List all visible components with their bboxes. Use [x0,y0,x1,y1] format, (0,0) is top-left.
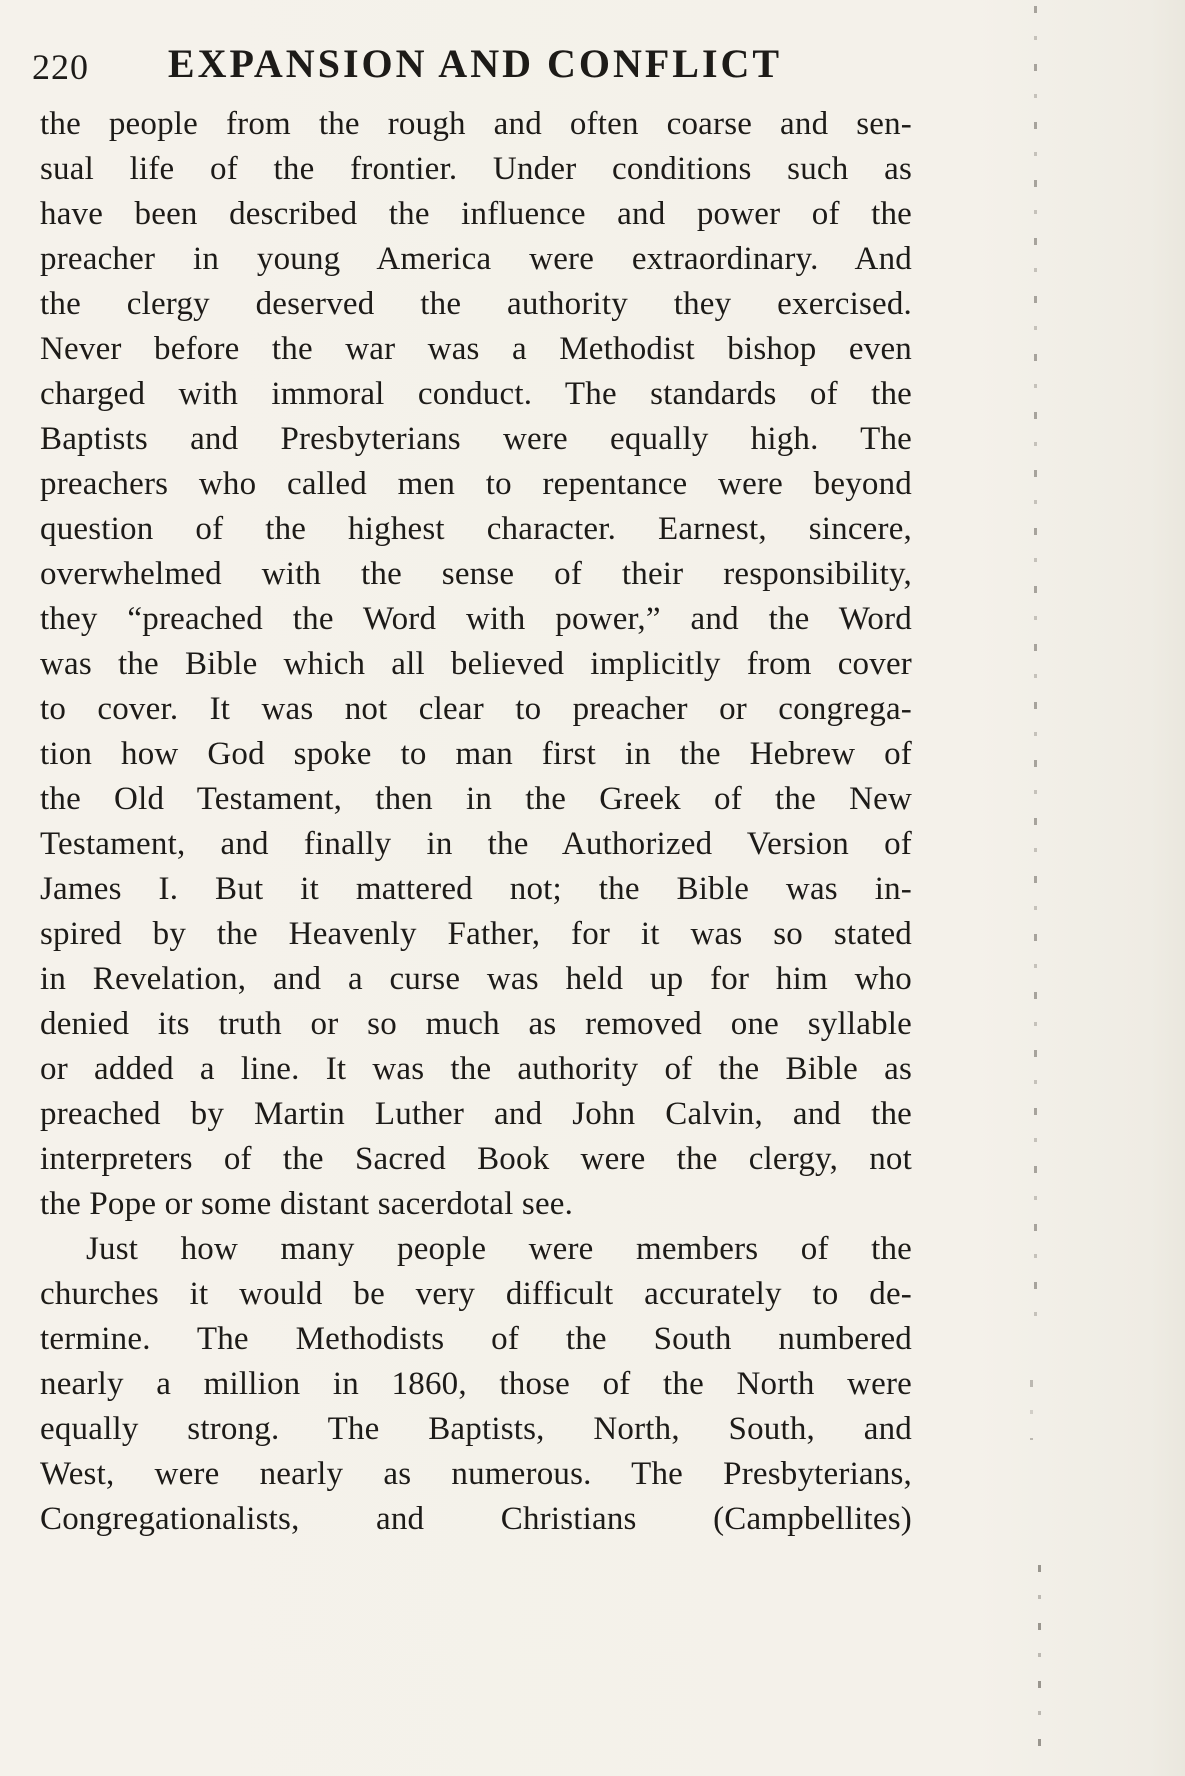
text-line: or added a line. It was the authority of the Bible as [40,1051,912,1087]
text-line: Testament, and finally in the Authorized Version of [40,826,912,862]
text-line: the Old Testament, then in the Greek of the New [40,781,912,817]
page-body [40,102,912,1542]
text-line: denied its truth or so much as removed one syllable [40,1006,912,1042]
text-line: Just how many people were members of the [86,1231,912,1267]
text-line: Never before the war was a Methodist bishop even [40,331,912,367]
text-line: spired by the Heavenly Father, for it was so stated [40,916,912,952]
text-line: the clergy deserved the authority they exercised. [40,286,912,322]
text-line: have been described the influence and power of the [40,196,912,232]
text-line: they “preached the Word with power,” and the Word [40,601,912,637]
text-line: nearly a million in 1860, those of the North were [40,1366,912,1402]
paragraph [40,102,912,1227]
text-line: termine. The Methodists of the South numbered [40,1321,912,1357]
scan-artifact-mid-right [1030,1380,1033,1440]
page-number: 220 [32,47,89,87]
text-line: interpreters of the Sacred Book were the clergy, not [40,1141,912,1177]
running-title: EXPANSION AND CONFLICT [167,41,783,86]
scan-artifact-right-edge [1034,6,1037,1316]
text-line: preachers who called men to repentance were beyond [40,466,912,502]
text-line: the Pope or some distant sacerdotal see. [40,1186,574,1222]
text-line: overwhelmed with the sense of their responsibility, [40,556,912,592]
text-line: James I. But it mattered not; the Bible was in- [40,871,912,907]
text-line: churches it would be very difficult accurately to de- [40,1276,912,1312]
text-line: equally strong. The Baptists, North, South, and [40,1411,912,1447]
page-header [32,40,912,92]
text-line: charged with immoral conduct. The standards of the [40,376,912,412]
scan-artifact-bottom-right [1038,1565,1041,1750]
text-line: was the Bible which all believed implicitly from cover [40,646,912,682]
text-line: West, were nearly as numerous. The Presbyterians, [40,1456,912,1492]
text-line: preached by Martin Luther and John Calvin, and the [40,1096,912,1132]
text-line: Congregationalists, and Christians (Campbellites) [40,1501,912,1537]
text-line: the people from the rough and often coarse and sen- [40,106,912,142]
text-line: in Revelation, and a curse was held up for him who [40,961,912,997]
text-line: to cover. It was not clear to preacher or congrega- [40,691,912,727]
text-line: sual life of the frontier. Under conditions such as [40,151,912,187]
paragraph [40,1227,912,1542]
text-line: Baptists and Presbyterians were equally high. The [40,421,912,457]
text-line: question of the highest character. Earnest, sincere, [40,511,912,547]
text-line: preacher in young America were extraordinary. And [40,241,912,277]
text-line: tion how God spoke to man first in the Hebrew of [40,736,912,772]
